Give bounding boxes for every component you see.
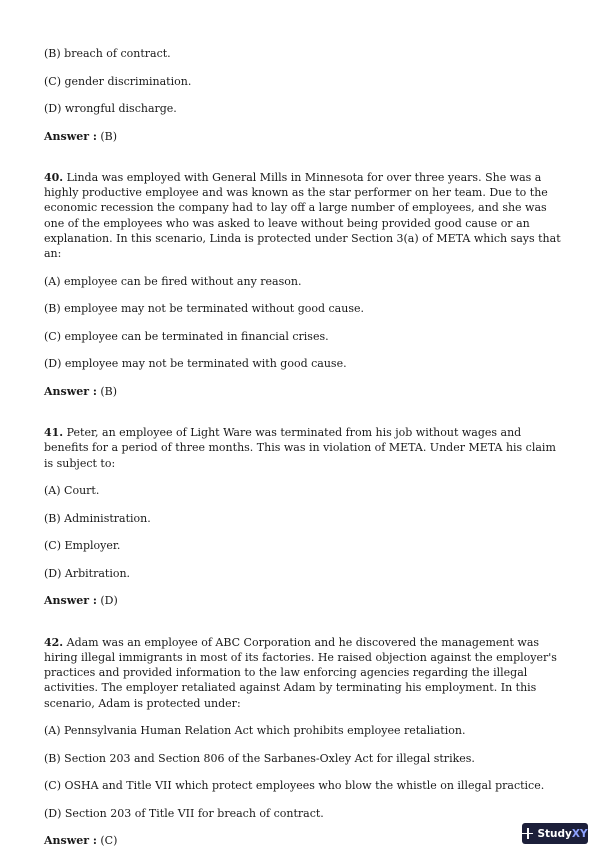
option-c: (C) OSHA and Title VII which protect employees who blow the whistle on illegal practice. [44, 779, 545, 793]
option-c: (C) gender discrimination. [44, 74, 192, 88]
answer-value: (B) [100, 129, 118, 143]
option-d: (D) Section 203 of Title VII for breach of contract. [44, 806, 324, 820]
question-text: Linda was employed with General Mills in Minnesota for over three years. She was a highly productive employee and was known as the star performer on her team. Due to the economic recession the company had to lay off a large number of employees, and she was one of the employees who was asked to leave without being provided good cause or an explanation. In this scenario, Linda is protected under Section 3(a) of META which says that an: [44, 171, 561, 261]
question-number: 42. [44, 635, 64, 649]
option-b: (B) breach of contract. [44, 47, 171, 60]
question-text: Adam was an employee of ABC Corporation and he discovered the management was hiring illegal immigrants in most of its factories. He raised objection against the employer's practices and provided information to the law enforcing agencies regarding the illegal activities. The employer retaliated against Adam by terminating his employment. In this scenario, Adam is protected under: [44, 635, 557, 710]
answer-value: (C) [100, 834, 118, 848]
option-c: (C) Employer. [44, 539, 121, 553]
answer-label: Answer : [44, 129, 97, 143]
answer-label: Answer : [44, 834, 97, 848]
answer-line [44, 130, 564, 144]
brand-accent: XY [571, 827, 588, 840]
question-42-stem [44, 635, 564, 711]
option-c: (C) employee can be terminated in financial crises. [44, 329, 329, 343]
answer-line [44, 594, 564, 608]
question-number: 41. [44, 426, 64, 440]
option-b: (B) employee may not be terminated without good cause. [44, 302, 364, 316]
option-d: (D) Arbitration. [44, 566, 131, 580]
answer-value: (B) [100, 384, 118, 398]
answer-line [44, 385, 564, 399]
answer-label: Answer : [44, 384, 97, 398]
option-a: (A) Pennsylvania Human Relation Act which prohibits employee retaliation. [44, 724, 466, 738]
option-d: (D) employee may not be terminated with good cause. [44, 357, 347, 371]
answer-label: Answer : [44, 594, 97, 608]
option-b: (B) Section 203 and Section 806 of the Sarbanes-Oxley Act for illegal strikes. [44, 751, 475, 765]
brand-text: Study [537, 827, 572, 840]
option-a: (A) Court. [44, 484, 100, 498]
option-d: (D) wrongful discharge. [44, 102, 177, 115]
answer-line [44, 834, 564, 848]
question-41-stem [44, 425, 564, 471]
brand-name [537, 828, 587, 840]
question-number: 40. [44, 171, 64, 184]
answer-value: (D) [100, 594, 118, 608]
studyxy-badge[interactable] [522, 823, 588, 844]
document-page [44, 47, 564, 862]
question-40-stem [44, 170, 564, 261]
option-a: (A) employee can be fired without any reason. [44, 274, 302, 288]
question-text: Peter, an employee of Light Ware was terminated from his job without wages and benefits for a period of three months. This was in violation of META. Under META his claim is subject to: [44, 426, 556, 470]
plus-icon [522, 828, 533, 839]
option-b: (B) Administration. [44, 511, 151, 525]
